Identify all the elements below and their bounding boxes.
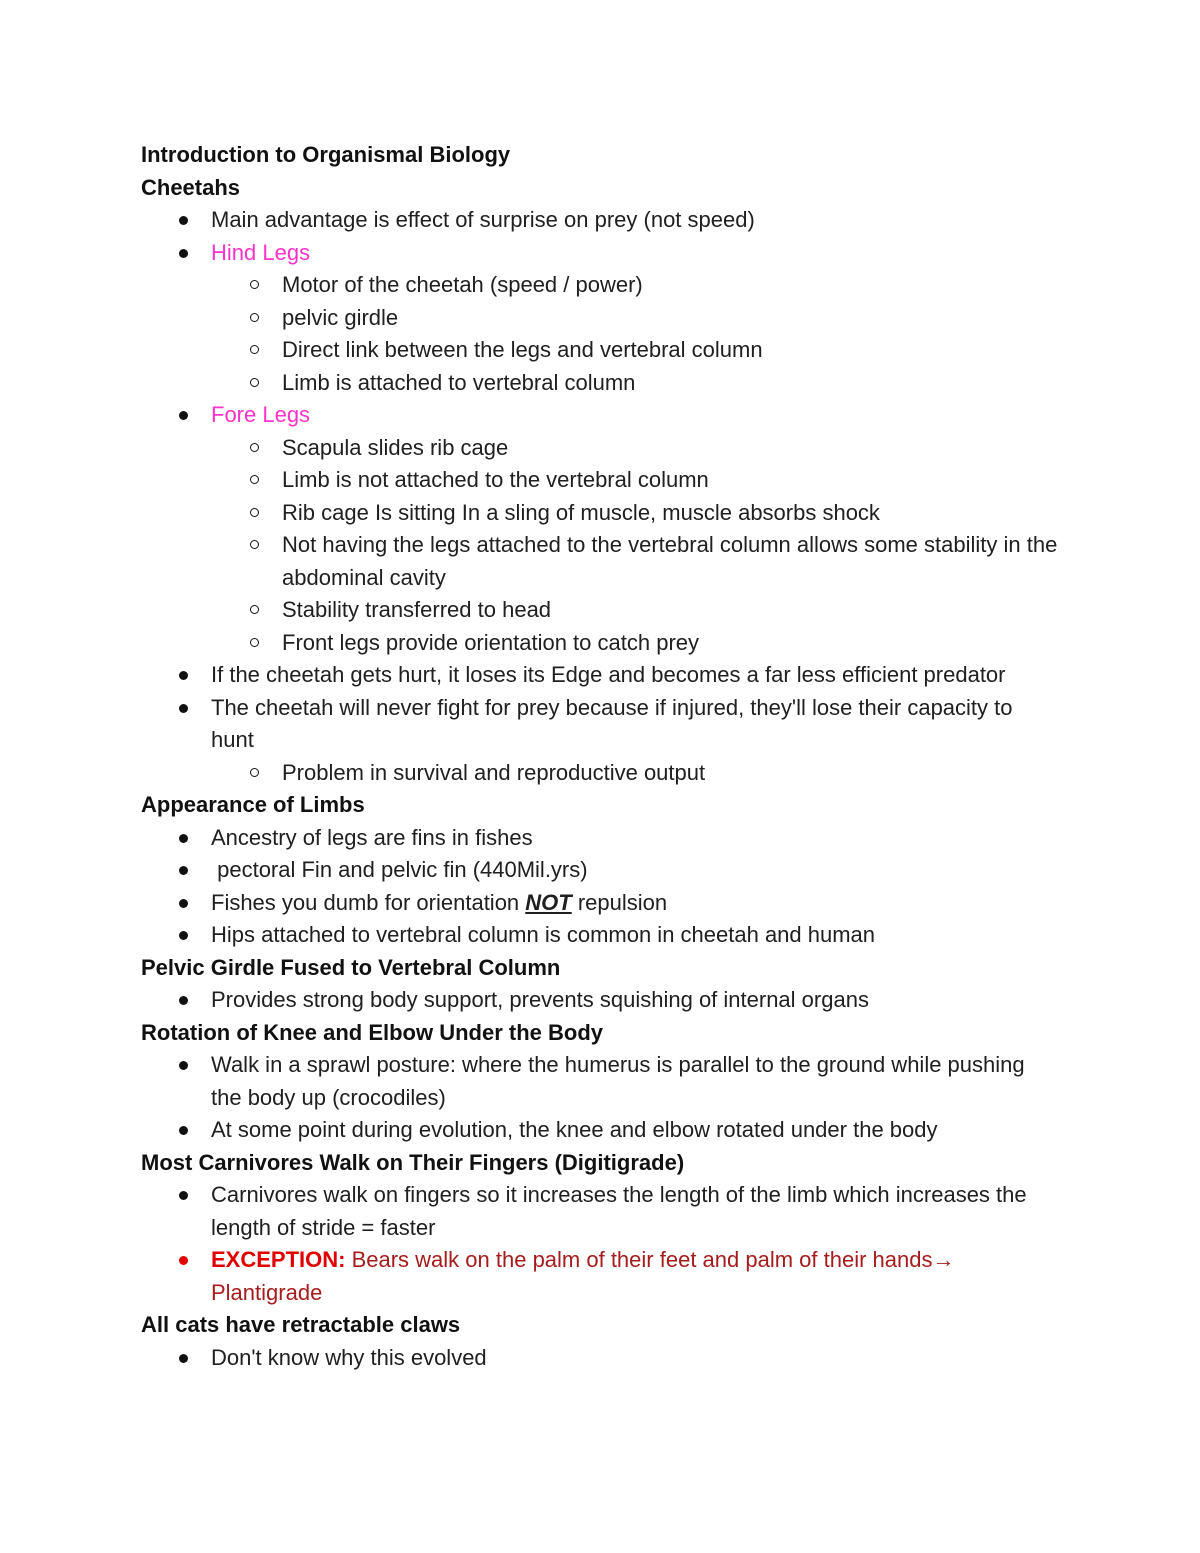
- hollow-bullet-icon: [250, 605, 259, 614]
- list-item: Walk in a sprawl posture: where the humerus is parallel to the ground while pushing the body up (crocodiles): [141, 1049, 1061, 1114]
- hollow-bullet-icon: [250, 638, 259, 647]
- hollow-bullet-icon: [250, 345, 259, 354]
- bullet-icon: [179, 866, 188, 875]
- sub-list-item: pelvic girdle: [141, 302, 1061, 335]
- list-item-fore-legs: [141, 399, 1061, 432]
- list-item: Hips attached to vertebral column is common in cheetah and human: [141, 919, 1061, 952]
- list-item: The cheetah will never fight for prey because if injured, they'll lose their capacity to hunt: [141, 692, 1061, 757]
- hollow-bullet-icon: [250, 768, 259, 777]
- hollow-bullet-icon: [250, 443, 259, 452]
- bullet-icon: [179, 1256, 188, 1265]
- sub-list-item: Problem in survival and reproductive output: [141, 757, 1061, 790]
- bullet-icon: [179, 411, 188, 420]
- section-heading-pelvic: Pelvic Girdle Fused to Vertebral Column: [141, 954, 561, 980]
- emphasis-not: NOT: [525, 889, 572, 915]
- section-heading-cats: All cats have retractable claws: [141, 1312, 461, 1337]
- bullet-icon: [179, 216, 188, 225]
- sub-list-item: Direct link between the legs and vertebral column: [141, 334, 1061, 367]
- list-item: Carnivores walk on fingers so it increases the length of the limb which increases the length of stride = faster: [141, 1179, 1061, 1244]
- section-heading-carnivores: Most Carnivores Walk on Their Fingers (Digitigrade): [141, 1149, 685, 1175]
- fore-legs-sublist: [141, 432, 1061, 660]
- sub-list-item: Not having the legs attached to the vertebral column allows some stability in the abdominal cavity: [141, 529, 1061, 594]
- rotation-list: [141, 1049, 1061, 1147]
- fight-sublist: [141, 757, 1061, 790]
- cats-list: [141, 1342, 1061, 1375]
- list-item: Main advantage is effect of surprise on prey (not speed): [141, 204, 1061, 237]
- carnivores-list: [141, 1179, 1061, 1309]
- fore-legs-label: Fore Legs: [211, 402, 311, 427]
- list-item: If the cheetah gets hurt, it loses its Edge and becomes a far less efficient predator: [141, 659, 1061, 692]
- list-item-exception: [141, 1244, 1061, 1309]
- hind-legs-label: Hind Legs: [211, 239, 311, 265]
- cheetahs-list-cont: [141, 399, 1061, 432]
- cheetahs-list-end: [141, 659, 1061, 757]
- hollow-bullet-icon: [250, 378, 259, 387]
- bullet-icon: [179, 249, 188, 258]
- exception-text: Bears walk on the palm of their feet and palm of their hands→ Plantigrade: [211, 1247, 955, 1305]
- cheetahs-list: [141, 204, 1061, 269]
- exception-label: EXCEPTION:: [211, 1247, 346, 1272]
- bullet-icon: [179, 899, 188, 908]
- hollow-bullet-icon: [250, 280, 259, 289]
- section-heading-cheetahs: Cheetahs: [141, 174, 241, 200]
- sub-list-item: Front legs provide orientation to catch prey: [141, 627, 1061, 660]
- sub-list-item: Limb is attached to vertebral column: [141, 367, 1061, 400]
- bullet-icon: [179, 1354, 188, 1363]
- bullet-icon: [179, 996, 188, 1005]
- list-item: Ancestry of legs are fins in fishes: [141, 822, 1061, 855]
- hollow-bullet-icon: [250, 313, 259, 322]
- bullet-icon: [179, 834, 188, 843]
- list-item: Don't know why this evolved: [141, 1342, 1061, 1375]
- document-body: [141, 139, 1061, 1374]
- hollow-bullet-icon: [250, 508, 259, 517]
- hollow-bullet-icon: [250, 540, 259, 549]
- bullet-icon: [179, 671, 188, 680]
- list-item: Provides strong body support, prevents squishing of internal organs: [141, 984, 1061, 1017]
- list-item: pectoral Fin and pelvic fin (440Mil.yrs): [141, 854, 1061, 887]
- sub-list-item: Motor of the cheetah (speed / power): [141, 269, 1061, 302]
- pelvic-list: [141, 984, 1061, 1017]
- bullet-icon: [179, 1126, 188, 1135]
- sub-list-item: Rib cage Is sitting In a sling of muscle, muscle absorbs shock: [141, 497, 1061, 530]
- document-title: Introduction to Organismal Biology: [141, 142, 511, 167]
- list-item: At some point during evolution, the knee and elbow rotated under the body: [141, 1114, 1061, 1147]
- section-heading-limbs: Appearance of Limbs: [141, 792, 365, 817]
- section-heading-rotation: Rotation of Knee and Elbow Under the Body: [141, 1019, 603, 1045]
- bullet-icon: [179, 931, 188, 940]
- sub-list-item: Limb is not attached to the vertebral column: [141, 464, 1061, 497]
- list-item-hind-legs: [141, 237, 1061, 270]
- bullet-icon: [179, 1191, 188, 1200]
- bullet-icon: [179, 704, 188, 713]
- bullet-icon: [179, 1061, 188, 1070]
- sub-list-item: Stability transferred to head: [141, 594, 1061, 627]
- hollow-bullet-icon: [250, 475, 259, 484]
- list-item: Fishes you dumb for orientation NOT repulsion: [141, 887, 1061, 920]
- sub-list-item: Scapula slides rib cage: [141, 432, 1061, 465]
- hind-legs-sublist: [141, 269, 1061, 399]
- limbs-list: [141, 822, 1061, 952]
